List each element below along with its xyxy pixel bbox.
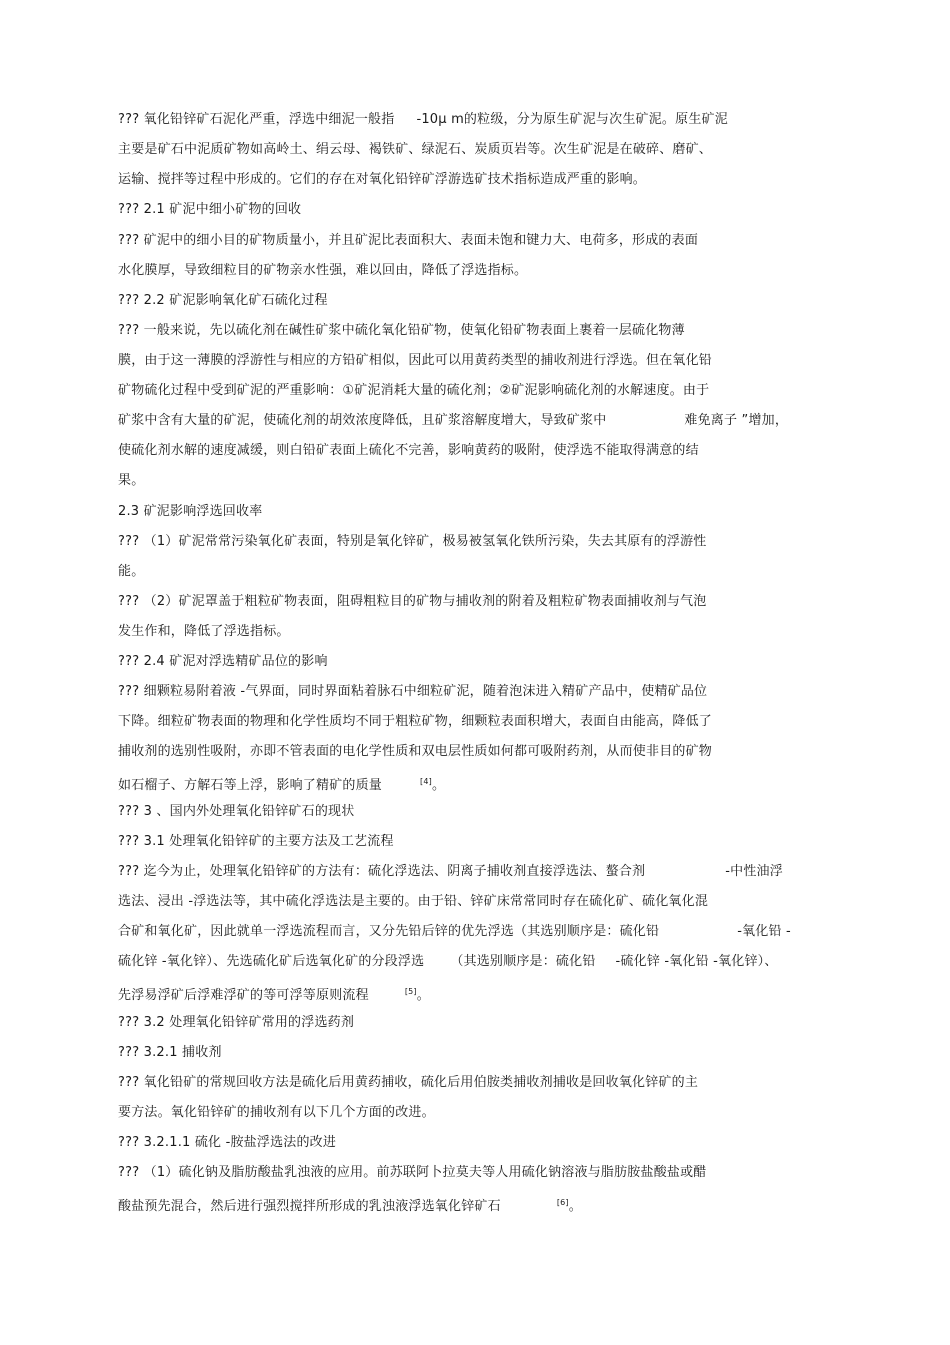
text-line: 下降。细粒矿物表面的物理和化学性质均不同于粗粒矿物，细颗粒表面积增大，表面自由能高，降低了 <box>118 714 713 729</box>
section-heading: ??? 3 、国内外处理氧化铅锌矿石的现状 <box>118 804 355 819</box>
section-heading: ??? 3.2.1.1 硫化 -胺盐浮选法的改进 <box>118 1135 337 1150</box>
citation-ref: [5] <box>404 987 417 996</box>
text-line: 如石榴子、方解石等上浮，影响了精矿的质量 [4]。 <box>118 777 446 793</box>
text-line: 先浮易浮矿后浮难浮矿的等可浮等原则流程 [5]。 <box>118 987 430 1003</box>
text-line: ??? 迄今为止，处理氧化铅锌矿的方法有：硫化浮选法、阴离子捕收剂直接浮选法、螯合剂 -中性油浮 <box>118 864 783 879</box>
text-line: 酸盐预先混合，然后进行强烈搅拌所形成的乳浊液浮选氧化锌矿石 [6]。 <box>118 1198 582 1214</box>
text-line: 捕收剂的选别性吸附，亦即不管表面的电化学性质和双电层性质如何都可吸附药剂，从而使非目的矿物 <box>118 744 713 759</box>
text-line: 矿浆中含有大量的矿泥，使硫化剂的胡效浓度降低，且矿浆溶解度增大，导致矿浆中 难免离子 ”增加， <box>118 413 789 428</box>
section-heading: 2.3 矿泥影响浮选回收率 <box>118 504 263 519</box>
text-line: 水化膜厚，导致细粒目的矿物亲水性强，难以回由，降低了浮选指标。 <box>118 263 528 278</box>
text-line: ??? （1）矿泥常常污染氧化矿表面，特别是氧化锌矿，极易被氢氧化铁所污染，失去其原有的浮游性 <box>118 534 707 549</box>
text-line: 发生作和，降低了浮选指标。 <box>118 624 290 639</box>
citation-ref: [4] <box>420 777 432 786</box>
text-line: 矿物硫化过程中受到矿泥的严重影响：①矿泥消耗大量的硫化剂；②矿泥影响硫化剂的水解速度。由于 <box>118 383 710 398</box>
text-line: 硫化锌 -氧化锌）、先选硫化矿后选氧化矿的分段浮选 （其选别顺序是：硫化铅 -硫化锌 -氧化铅 -氧化锌）、 <box>118 954 778 969</box>
text-line: 果。 <box>118 473 145 488</box>
text-line: ??? （2）矿泥罩盖于粗粒矿物表面，阻碍粗粒目的矿物与捕收剂的附着及粗粒矿物表面捕收剂与气泡 <box>118 594 707 609</box>
text-line: 主要是矿石中泥质矿物如高岭土、绢云母、褐铁矿、绿泥石、炭质页岩等。次生矿泥是在破碎、磨矿、 <box>118 142 713 157</box>
text-line: ??? 矿泥中的细小目的矿物质量小，并且矿泥比表面积大、表面未饱和键力大、电荷多，形成的表面 <box>118 233 699 248</box>
text-line: 运输、搅拌等过程中形成的。它们的存在对氧化铅锌矿浮游选矿技术指标造成严重的影响。 <box>118 172 647 187</box>
section-heading: ??? 2.2 矿泥影响氧化矿石硫化过程 <box>118 293 328 308</box>
text-line: ??? 氧化铅矿的常规回收方法是硫化后用黄药捕收，硫化后用伯胺类捕收剂捕收是回收氧化锌矿的主 <box>118 1075 699 1090</box>
text-line: ??? （1）硫化钠及脂肪酸盐乳浊液的应用。前苏联阿卜拉莫夫等人用硫化钠溶液与脂肪胺盐酸盐或醋 <box>118 1165 707 1180</box>
section-heading: ??? 3.2.1 捕收剂 <box>118 1045 222 1060</box>
citation-ref: [6] <box>556 1198 569 1207</box>
section-heading: ??? 3.1 处理氧化铅锌矿的主要方法及工艺流程 <box>118 834 394 849</box>
section-heading: ??? 2.1 矿泥中细小矿物的回收 <box>118 202 302 217</box>
text-line: ??? 一般来说，先以硫化剂在碱性矿浆中硫化氧化铅矿物，使氧化铅矿物表面上裹着一层硫化物薄 <box>118 323 685 338</box>
text-line: 选法、浸出 -浮选法等，其中硫化浮选法是主要的。由于铅、锌矿床常常同时存在硫化矿、硫化氧化混 <box>118 894 709 909</box>
text-line: 要方法。氧化铅锌矿的捕收剂有以下几个方面的改进。 <box>118 1105 435 1120</box>
text-line: 使硫化剂水解的速度减缓，则白铅矿表面上硫化不完善，影响黄药的吸附，使浮选不能取得满意的结 <box>118 443 699 458</box>
section-heading: ??? 3.2 处理氧化铅锌矿常用的浮选药剂 <box>118 1015 355 1030</box>
text-line: 合矿和氧化矿，因此就单一浮选流程而言，又分先铅后锌的优先浮选（其选别顺序是：硫化铅 -氧化铅 - <box>118 924 791 939</box>
text-line: 膜，由于这一薄膜的浮游性与相应的方铅矿相似，因此可以用黄药类型的捕收剂进行浮选。但在氧化铅 <box>118 353 713 368</box>
text-line: ??? 氧化铅锌矿石泥化严重，浮选中细泥一般指 -10μ m的粒级，分为原生矿泥与次生矿泥。原生矿泥 <box>118 112 728 127</box>
text-line: ??? 细颗粒易附着液 -气界面，同时界面粘着脉石中细粒矿泥，随着泡沫进入精矿产品中，使精矿品位 <box>118 684 708 699</box>
text-line: 能。 <box>118 564 145 579</box>
section-heading: ??? 2.4 矿泥对浮选精矿品位的影响 <box>118 654 328 669</box>
